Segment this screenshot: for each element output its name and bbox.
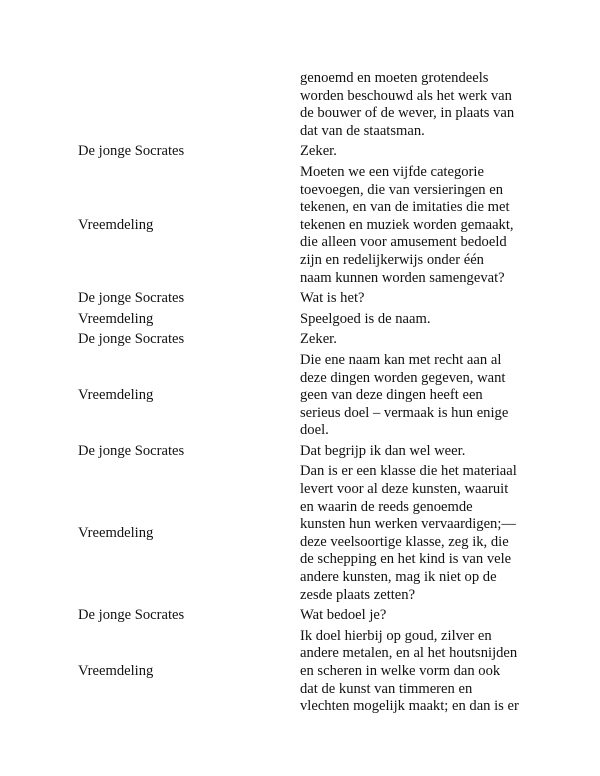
speech-text bbox=[300, 607, 548, 625]
speaker-name: De jonge Socrates bbox=[78, 331, 185, 348]
speech-text bbox=[300, 311, 548, 329]
speech-text bbox=[300, 331, 548, 349]
speech-line: Zeker. bbox=[300, 331, 337, 348]
speech-text bbox=[300, 290, 548, 308]
speech-line: serieus doel – vermaak is hun enige bbox=[300, 404, 509, 421]
speech-line: vlechten mogelijk maakt; en dan is er bbox=[300, 698, 519, 715]
speech-line: dat de kunst van timmeren en bbox=[300, 680, 473, 697]
speech-line: de bouwer of de wever, in plaats van bbox=[300, 105, 515, 122]
speech-text bbox=[300, 164, 548, 287]
speech-line: worden beschouwd als het werk van bbox=[300, 87, 512, 104]
speech-line: zijn en redelijkerwijs onder één bbox=[300, 251, 484, 268]
speaker-name: Vreemdeling bbox=[78, 310, 154, 327]
speech-text bbox=[300, 143, 548, 161]
dialogue-row bbox=[78, 164, 548, 287]
speech-line: kunsten hun werken vervaardigen;— bbox=[300, 516, 516, 533]
speech-text bbox=[300, 70, 548, 140]
dialogue-row bbox=[78, 628, 548, 716]
speech-line: Die ene naam kan met recht aan al bbox=[300, 351, 502, 368]
speech-line: Dan is er een klasse die het materiaal bbox=[300, 463, 517, 480]
speech-line: deze veelsoortige klasse, zeg ik, die bbox=[300, 533, 509, 550]
dialogue-table bbox=[78, 70, 548, 719]
speech-line: Zeker. bbox=[300, 143, 337, 160]
speech-line: tekenen en muziek worden gemaakt, bbox=[300, 216, 514, 233]
speech-text bbox=[300, 352, 548, 440]
speech-line: naam kunnen worden samengevat? bbox=[300, 269, 505, 286]
speaker-name: De jonge Socrates bbox=[78, 290, 185, 307]
dialogue-row bbox=[78, 290, 548, 308]
speaker-name: De jonge Socrates bbox=[78, 143, 185, 160]
speech-text bbox=[300, 463, 548, 604]
dialogue-row bbox=[78, 463, 548, 604]
speech-line: deze dingen worden gegeven, want bbox=[300, 369, 506, 386]
speech-line: doel. bbox=[300, 422, 329, 439]
speech-line: en scheren in welke vorm dan ook bbox=[300, 663, 501, 679]
dialogue-row bbox=[78, 443, 548, 461]
speech-line: Speelgoed is de naam. bbox=[300, 310, 431, 327]
speech-line: Ik doel hierbij op goud, zilver en bbox=[300, 627, 492, 644]
speech-text bbox=[300, 443, 548, 461]
speaker-name: De jonge Socrates bbox=[78, 607, 185, 624]
dialogue-row bbox=[78, 70, 548, 140]
speech-line: andere kunsten, mag ik niet op de bbox=[300, 569, 497, 586]
speaker-name: De jonge Socrates bbox=[78, 442, 185, 459]
speech-line: toevoegen, die van versieringen en bbox=[300, 181, 504, 198]
speech-line: Wat is het? bbox=[300, 290, 365, 307]
speech-line: geen van deze dingen heeft een bbox=[300, 387, 483, 404]
speech-line: dat van de staatsman. bbox=[300, 122, 425, 139]
speech-text bbox=[300, 628, 548, 716]
speaker-name: Vreemdeling bbox=[78, 663, 154, 679]
dialogue-row bbox=[78, 143, 548, 161]
speech-line: de schepping en het kind is van vele bbox=[300, 551, 512, 568]
speaker-name: Vreemdeling bbox=[78, 216, 154, 233]
speech-line: andere metalen, en al het houtsnijden bbox=[300, 645, 518, 662]
speech-line: Wat bedoel je? bbox=[300, 607, 387, 624]
speech-line: Moeten we een vijfde categorie bbox=[300, 163, 484, 180]
dialogue-row bbox=[78, 311, 548, 329]
speech-line: en waarin de reeds genoemde bbox=[300, 498, 473, 515]
speaker-name: Vreemdeling bbox=[78, 525, 154, 542]
speech-line: zesde plaats zetten? bbox=[300, 586, 416, 603]
speech-line: tekenen, en van de imitaties die met bbox=[300, 199, 510, 216]
dialogue-row bbox=[78, 607, 548, 625]
speech-line: die alleen voor amusement bedoeld bbox=[300, 234, 507, 251]
speech-line: Dat begrijp ik dan wel weer. bbox=[300, 442, 466, 459]
dialogue-row bbox=[78, 352, 548, 440]
speech-line: genoemd en moeten grotendeels bbox=[300, 70, 489, 86]
dialogue-row bbox=[78, 331, 548, 349]
speaker-name: Vreemdeling bbox=[78, 387, 154, 404]
speech-line: levert voor al deze kunsten, waaruit bbox=[300, 481, 509, 498]
